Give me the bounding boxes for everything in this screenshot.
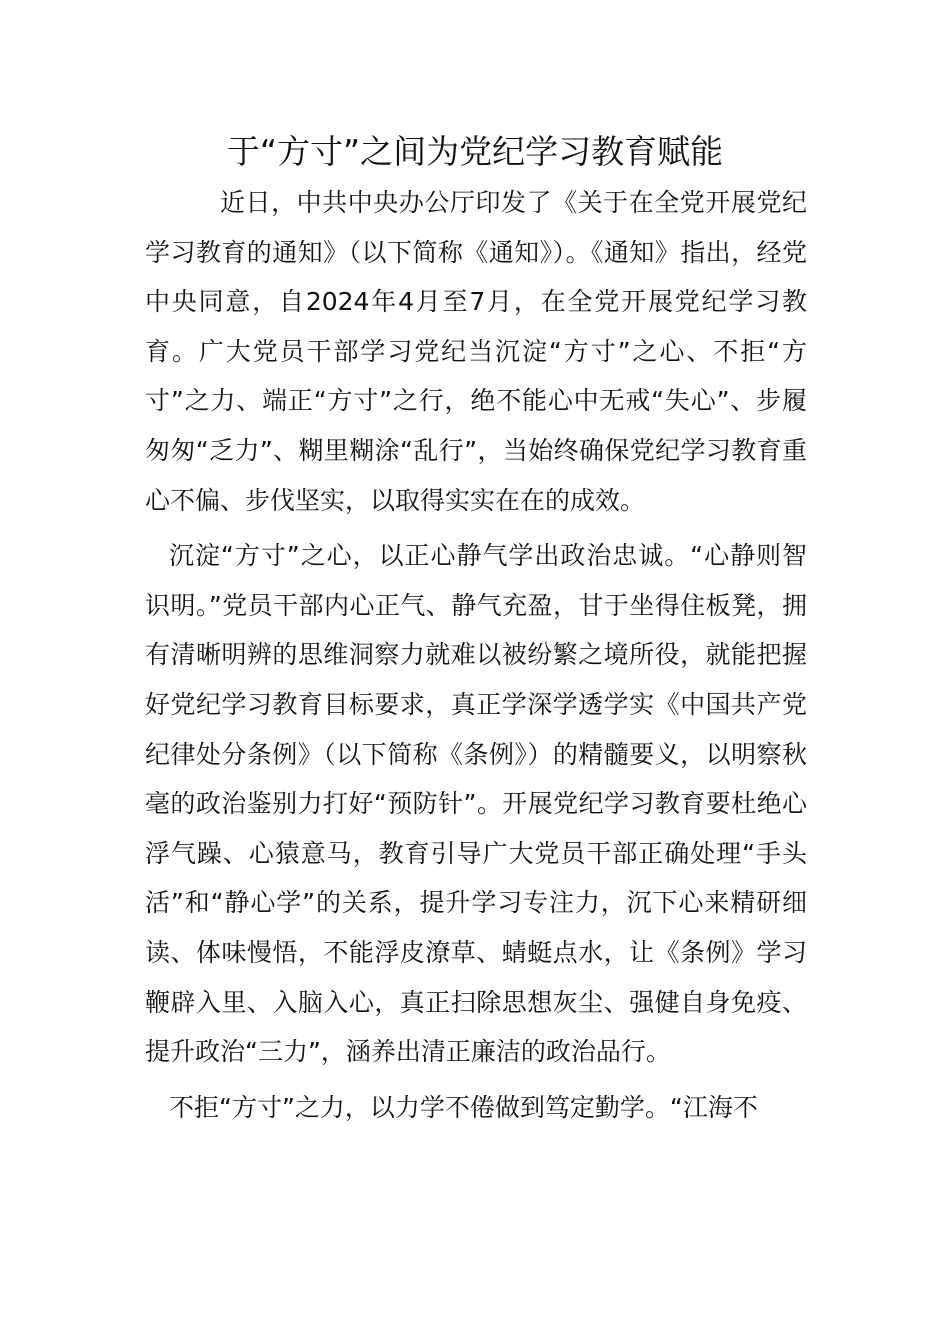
paragraph-diligent-study: 不拒“方寸”之力，以力学不倦做到笃定勤学。“江海不 bbox=[169, 1092, 758, 1122]
document-body bbox=[145, 178, 807, 1132]
paragraph-intro: 近日，中共中央办公厅印发了《关于在全党开展党纪学习教育的通知》（以下简称《通知》）。《通知》指出，经党中央同意，自2024年4月至7月，在全党开展党纪学习教育。广大党员干部学习党纪当沉淀“方寸”之心、不拒“方寸”之力、端正“方寸”之行，绝不能心中无戒“失心”、步履匆匆“乏力”、糊里糊涂“乱行”，当始终确保党纪学习教育重心不偏、步伐坚实，以取得实实在在的成效。 bbox=[145, 188, 807, 515]
paragraph-calm-heart: 沉淀“方寸”之心，以正心静气学出政治忠诚。“心静则智识明。”党员干部内心正气、静气充盈，甘于坐得住板凳，拥有清晰明辨的思维洞察力就难以被纷繁之境所役，就能把握好党纪学习教育目标要求，真正学深学透学实《中国共产党纪律处分条例》（以下简称《条例》）的精髓要义，以明察秋毫的政治鉴别力打好“预防针”。开展党纪学习教育要杜绝心浮气躁、心猿意马，教育引导广大党员干部正确处理“手头活”和“静心学”的关系，提升学习专注力，沉下心来精研细读、体味慢悟，不能浮皮潦草、蜻蜓点水，让《条例》学习鞭辟入里、入脑入心，真正扫除思想灰尘、强健自身免疫、提升政治“三力”，涵养出清正廉洁的政治品行。 bbox=[145, 541, 807, 1067]
document-title: 于“方寸”之间为党纪学习教育赋能 bbox=[226, 132, 724, 171]
